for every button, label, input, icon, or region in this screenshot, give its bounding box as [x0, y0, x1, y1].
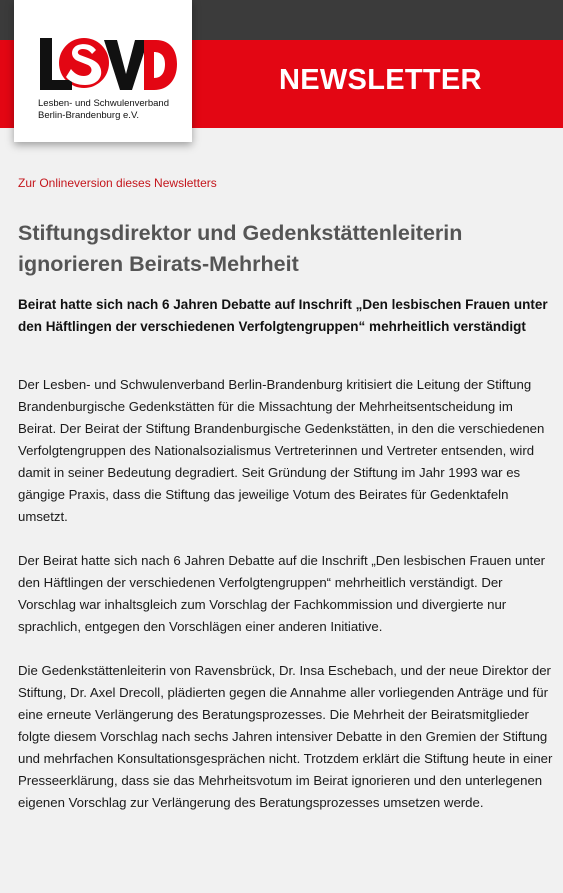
article-paragraph: Die Gedenkstättenleiterin von Ravensbrück, Dr. Insa Eschebach, und der neue Direktor der Stiftung, Dr. Axel Drecoll, plädierten gegen die Annahme aller vorliegenden Anträge und für eine erneute Verlängerung des Beratungsprozesses. Die Mehrheit der Beiratsmitglieder folgte diesem Vorschlag nach sechs Jahren intensiver Debatte in den Gremien der Stiftung und mehrfachen Konsultationsgesprächen nicht. Trotzdem erklärt die Stiftung heute in einer Presseerklärung, dass sie das Mehrheitsvotum im Beirat ignorieren und den unterlegenen eigenen Vorschlag zur Verlängerung des Beratungsprozesses umsetzen werde.	[18, 663, 553, 810]
logo-line-1: Lesben- und Schwulenverband	[38, 98, 169, 109]
logo-line-2: Berlin-Brandenburg e.V.	[38, 110, 140, 121]
lsvd-logo[interactable]	[14, 0, 192, 142]
article-lead: Beirat hatte sich nach 6 Jahren Debatte auf Inschrift „Den lesbischen Frauen unter den Häftlingen der verschiedenen Verfolgtengruppen“ mehrheitlich verständigt	[18, 297, 548, 334]
logo-subtitle	[38, 98, 169, 122]
newsletter-title: NEWSLETTER	[279, 64, 482, 96]
online-version-link[interactable]: Zur Onlineversion dieses Newsletters	[18, 176, 217, 190]
article-paragraph: Der Lesben- und Schwulenverband Berlin-Brandenburg kritisiert die Leitung der Stiftung Brandenburgische Gedenkstätten für die Missachtung der Mehrheitsentscheidung im Beirat. Der Beirat der Stiftung Brandenburgische Gedenkstätten, in den die verschiedenen Verfolgtengruppen des Nationalsozialismus Vertreterinnen und Vertreter entsenden, wird damit in seiner Bedeutung degradiert. Seit Gründung der Stiftung im Jahr 1993 war es gängige Praxis, dass die Stiftung das jeweilige Votum des Beirates für Gedenktafeln umsetzt.	[18, 377, 545, 524]
article-paragraph: Der Beirat hatte sich nach 6 Jahren Debatte auf die Inschrift „Den lesbischen Frauen unter den Häftlingen der verschiedenen Verfolgtengruppen“ mehrheitlich verständigt. Der Vorschlag war inhaltsgleich zum Vorschlag der Fachkommission und divergierte nur sprachlich, entgegen den Vorschlägen einer anderen Initiative.	[18, 553, 546, 634]
article-headline: Stiftungsdirektor und Gedenkstättenleiterin ignorieren Beirats-Mehrheit	[18, 221, 463, 276]
article-body	[18, 374, 553, 836]
lsvd-logo-mark-icon	[38, 36, 178, 94]
